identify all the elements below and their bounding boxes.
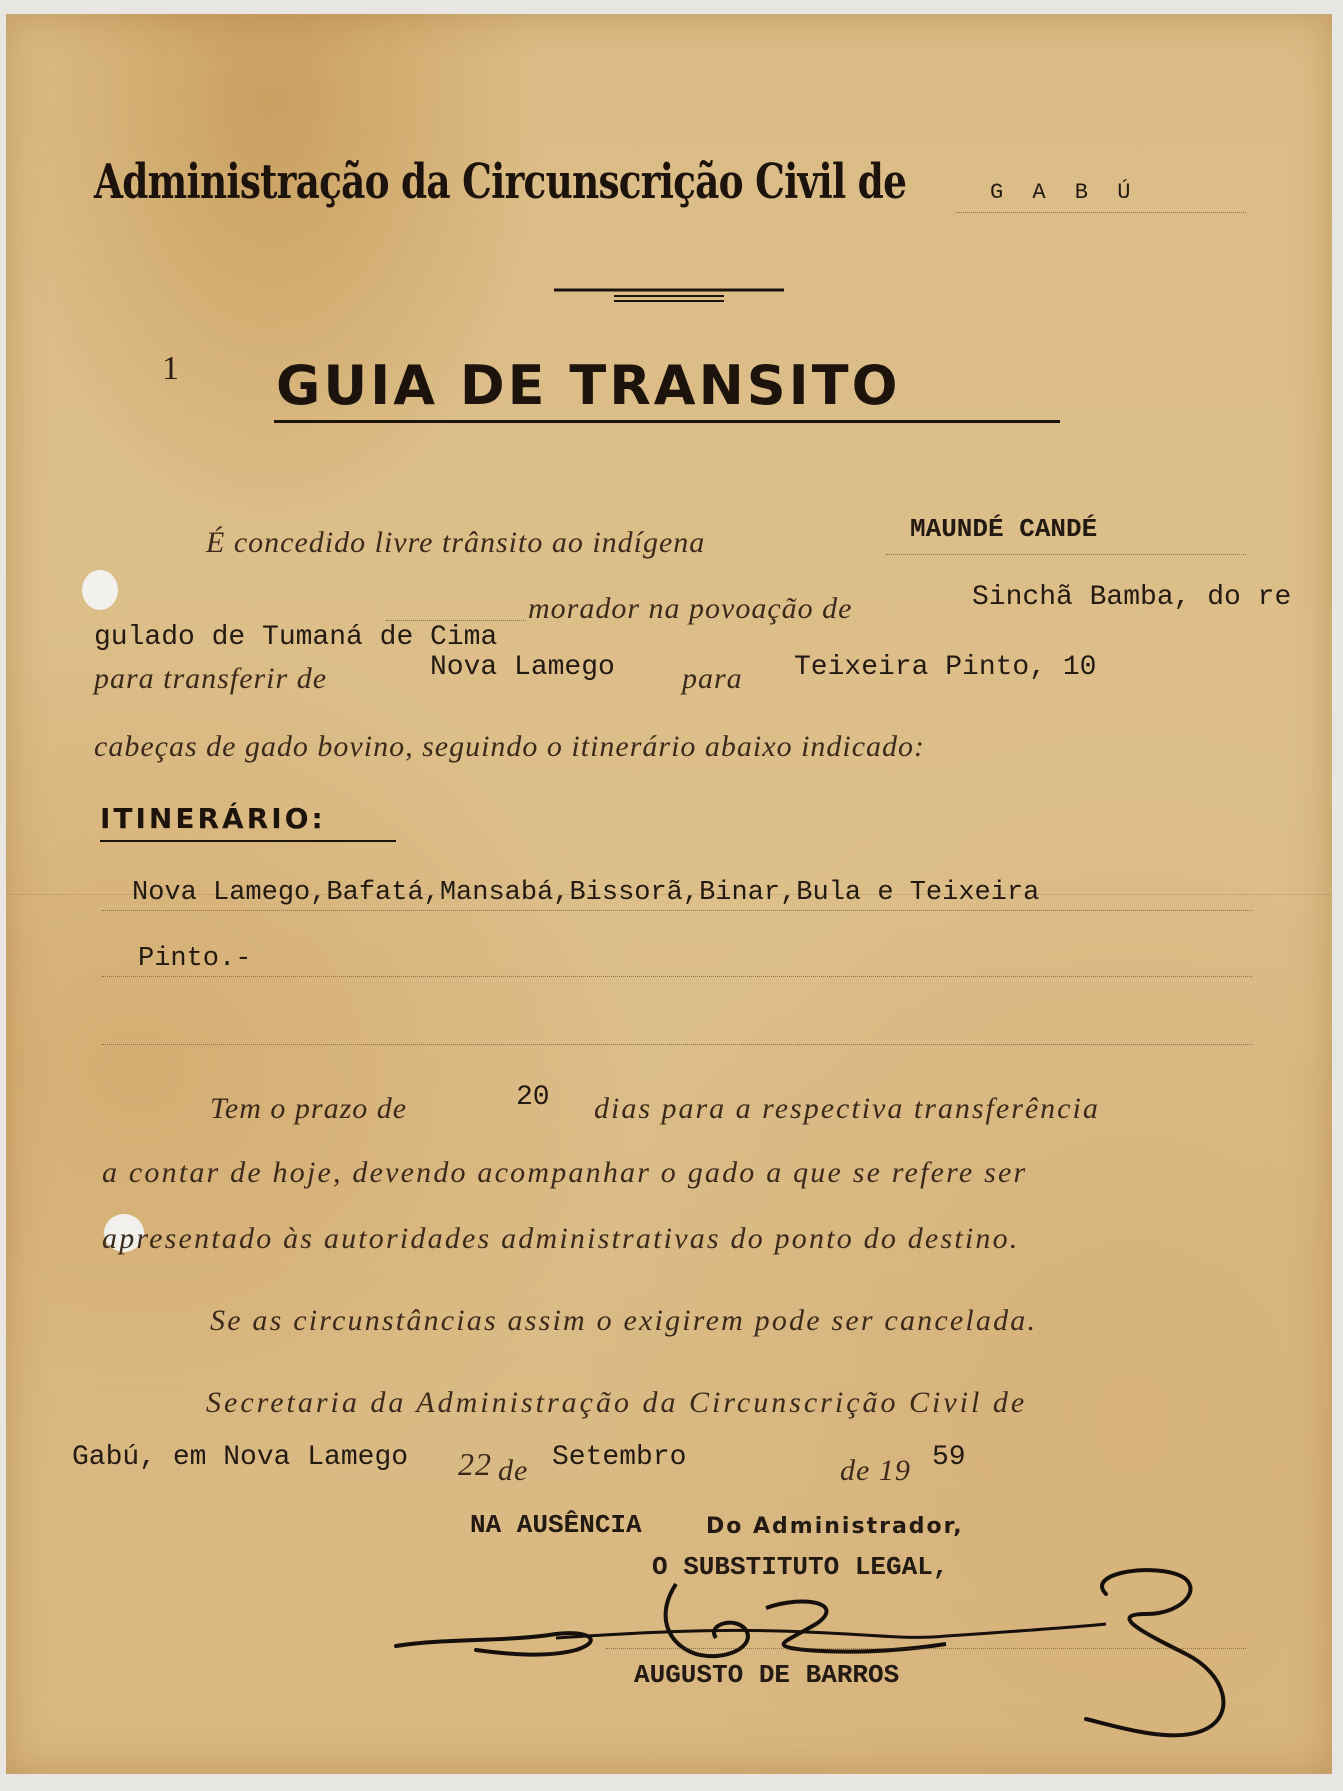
closing-month: Setembro — [552, 1442, 687, 1473]
body-line5-printed: cabeças de gado bovino, seguindo o itinerário abaixo indicado: — [94, 730, 926, 763]
terms-line2: a contar de hoje, devendo acompanhar o gado a que se refere ser — [102, 1156, 1028, 1189]
dotted-line — [102, 1044, 1252, 1045]
dotted-line — [886, 554, 1246, 555]
margin-mark: 1 — [162, 350, 179, 387]
regulado-name: gulado de Tumaná de Cima — [94, 622, 498, 653]
terms-line1-a: Tem o prazo de — [210, 1092, 408, 1125]
origin-place: Nova Lamego — [430, 652, 615, 683]
closing-de: de — [498, 1454, 529, 1487]
header-dotted-line — [956, 212, 1246, 213]
itinerary-route-line2: Pinto.- — [138, 944, 252, 974]
signature-line1-b: Do Administrador, — [706, 1514, 964, 1539]
document-title: GUIA DE TRANSITO — [276, 354, 901, 417]
decorative-rule — [554, 284, 784, 308]
itinerary-underline — [100, 840, 396, 842]
itinerary-route-line1: Nova Lamego,Bafatá,Mansabá,Bissorã,Binar,Bula e Teixeira — [132, 878, 1040, 908]
signature-line1-a: NA AUSÊNCIA — [470, 1510, 642, 1540]
terms-line3: apresentado às autoridades administrativas do ponto do destino. — [102, 1222, 1020, 1255]
terms-line1-b: dias para a respectiva transferência — [594, 1092, 1100, 1125]
header-location: G A B Ú — [990, 180, 1139, 205]
closing-place: Gabú, em Nova Lamego — [72, 1442, 409, 1473]
closing-year-prefix: de 19 — [840, 1454, 911, 1487]
closing-year-suffix: 59 — [932, 1442, 966, 1473]
dotted-line — [102, 976, 1252, 977]
title-underline — [274, 420, 1060, 423]
handwritten-signature — [386, 1554, 1266, 1754]
signature-line2: O SUBSTITUTO LEGAL, — [652, 1552, 949, 1582]
village-name: Sinchã Bamba, do re — [972, 582, 1292, 613]
dotted-line — [102, 910, 1252, 911]
closing-line1: Secretaria da Administração da Circunscrição Civil de — [206, 1386, 1028, 1419]
indigenous-name: MAUNDÉ CANDÉ — [910, 514, 1098, 544]
dotted-line — [386, 620, 526, 621]
signer-name: AUGUSTO DE BARROS — [634, 1660, 900, 1690]
body-line2-printed: morador na povoação de — [528, 592, 853, 625]
terms-line4: Se as circunstâncias assim o exigirem pode ser cancelada. — [210, 1304, 1038, 1337]
signature-dotted-line — [606, 1648, 1246, 1649]
closing-day: 22 — [458, 1446, 492, 1482]
punch-hole — [82, 570, 118, 610]
header-title: Administração da Circunscrição Civil de — [94, 154, 907, 210]
body-line4-printed-a: para transferir de — [94, 662, 328, 695]
itinerary-label: ITINERÁRIO: — [100, 802, 326, 835]
transfer-days: 20 — [516, 1082, 550, 1113]
document-sheet — [6, 14, 1332, 1774]
body-line4-printed-b: para — [682, 662, 743, 695]
body-line1-printed: É concedido livre trânsito ao indígena — [206, 526, 706, 559]
destination-place: Teixeira Pinto, 10 — [794, 652, 1097, 683]
